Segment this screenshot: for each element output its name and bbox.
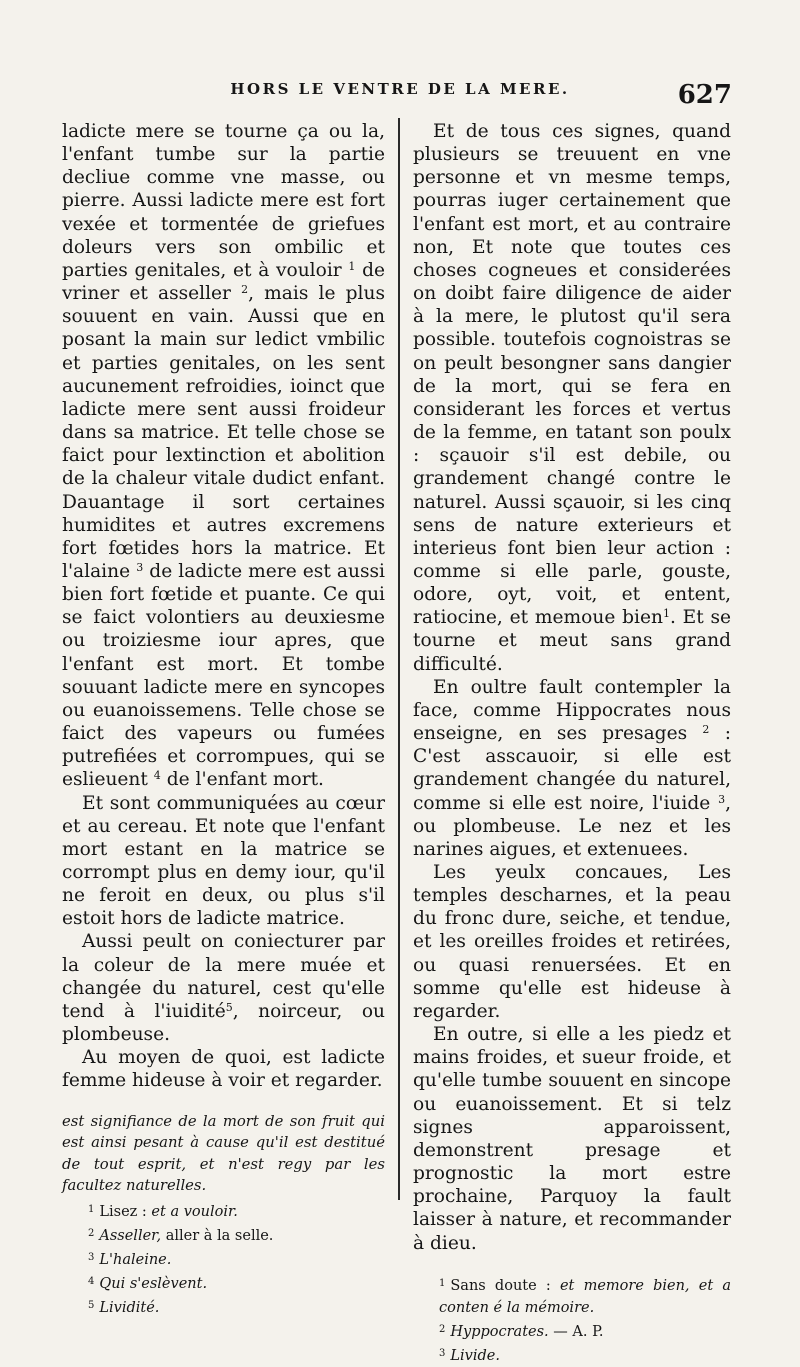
footnote-mark: 3 (88, 1251, 95, 1263)
footnote-2 (413, 1319, 731, 1343)
left-paragraph-3 (62, 930, 385, 1046)
footnote-mark: 1 (439, 1277, 446, 1289)
footnote-mark: 4 (88, 1275, 95, 1287)
footnote-ref-1: 1 (662, 607, 670, 621)
paragraph-text: . Et se tourne et meut sans grand difficulté. (413, 607, 732, 675)
right-paragraph-1 (413, 120, 731, 676)
footnote-text: aller à la selle. (161, 1227, 274, 1244)
left-paragraph-1 (62, 120, 385, 792)
page-number: 627 (677, 80, 732, 110)
footnote-ref-5: 5 (225, 1000, 233, 1014)
footnote-italic: et a vouloir. (151, 1203, 238, 1220)
footnote-3 (413, 1343, 731, 1367)
paragraph-text: Aussi peult on coniecturer par la coleur de la mere muée et changée du naturel, cest qu'elle tend à l'iuidité (62, 931, 385, 1022)
footnote-italic: Lividité. (99, 1299, 160, 1316)
paragraph-text: de vriner et asseller (62, 259, 385, 305)
footnote-text: — A. P. (548, 1323, 604, 1340)
footnote-italic: Qui s'eslèvent. (99, 1275, 208, 1292)
footnote-2 (62, 1223, 385, 1247)
running-head: HORS LE VENTRE DE LA MERE. (230, 80, 570, 98)
footnote-italic: L'haleine. (99, 1251, 172, 1268)
footnote-3 (62, 1247, 385, 1271)
left-footnotes (62, 1199, 385, 1319)
paragraph-text: de l'enfant mort. (160, 769, 324, 791)
footnote-mark: 1 (88, 1203, 95, 1215)
paragraph-text: , noirceur, ou plombeuse. (62, 1000, 385, 1046)
footnote-ref-2: 2 (702, 723, 710, 737)
footnote-4 (62, 1271, 385, 1295)
footnote-text: Lisez : (99, 1203, 152, 1220)
right-paragraph-4: En outre, si elle a les piedz et mains froides, et sueur froide, et qu'elle tumbe souuent en sincope ou euanoissement. Et si telz signes apparoissent, demonstrent presage et prognostic la mort estre prochaine, Parquoy la fault laisser à nature, et recommander à dieu. (413, 1024, 731, 1254)
footnote-mark: 3 (439, 1347, 446, 1359)
footnote-mark: 5 (88, 1299, 95, 1311)
paragraph-text: ladicte mere se tourne ça ou la, l'enfant tumbe sur la partie decliue comme vne masse, ou pierre. Aussi ladicte mere est fort vexée et tormentée de griefues doleurs vers son ombilic et parties genitales, et à vouloir (62, 121, 385, 281)
footnote-mark: 2 (439, 1323, 446, 1335)
footnote-ref-1: 1 (348, 259, 356, 273)
paragraph-text: : C'est asscauoir, si elle est grandement changée du naturel, comme si elle est noire, l'iuide (413, 723, 731, 814)
right-footnotes (413, 1273, 731, 1367)
paragraph-text: de ladicte mere est aussi bien fort fœtide et puante. Ce qui se faict volontiers au deuxiesme ou troiziesme iour apres, que l'enfant est mort. Et tombe souuant ladicte mere en syncopes ou euanoissemens. Telle chose se faict des vapeurs ou fumées putrefiées et corrompues, qui se eslieuent (62, 560, 385, 791)
right-column (413, 120, 731, 1367)
column-divider (398, 118, 400, 1200)
footnote-text: Sans doute : (450, 1277, 560, 1294)
footnote-italic: Asseller, (99, 1227, 162, 1244)
paragraph-text: En oultre fault contempler la face, comme Hippocrates nous enseigne, en ses presages (413, 676, 731, 745)
footnote-ref-4: 4 (153, 769, 161, 783)
right-paragraph-2 (413, 676, 731, 861)
footnote-ref-2: 2 (241, 283, 249, 297)
side-note: est signifiance de la mort de son fruit qui est ainsi pesant à cause qu'il est destitué de tout esprit, et n'est regy par les facultez naturelles. (62, 1112, 385, 1195)
right-paragraph-3: Les yeulx concaues, Les temples descharnes, et la peau du fronc dure, seiche, et tendue, et les oreilles froides et retirées, ou quasi renuersées. Et en somme qu'elle est hideuse à regarder. (413, 862, 731, 1022)
footnote-ref-3: 3 (136, 560, 144, 574)
footnote-italic: et memore bien, et a conten é la mémoire. (439, 1277, 731, 1316)
footnote-italic: Hyppocrates. (450, 1323, 549, 1340)
footnote-italic: Livide. (450, 1347, 500, 1364)
paragraph-text: Et de tous ces signes, quand plusieurs se treuuent en vne personne et vn mesme temps, pourras iuger certainement que l'enfant est mort, et au contraire non, Et note que toutes ces choses cogneues et considerées on doibt faire diligence de aider à la mere, le plutost qu'il sera possible. toutefois cognoistras se on peult besongner sans dangier de la mort, qui se fera en considerant les forces et vertus de la femme, en tatant son poulx : sçauoir s'il est debile, ou grandement changé contre le naturel. Aussi sçauoir, si les cinq sens de nature exterieurs et interieus font bien leur action : comme si elle parle, gouste, odore, oyt, voit, et entent, ratiocine, et memoue bien (413, 121, 731, 629)
left-paragraph-2: Et sont communiquées au cœur et au cereau. Et note que l'enfant mort estant en la matrice se corrompt plus en demy iour, qu'il ne feroit en deux, ou plus s'il estoit hors de ladicte matrice. (62, 792, 385, 930)
footnote-5 (62, 1295, 385, 1319)
footnote-1 (413, 1273, 731, 1319)
paragraph-text: , mais le plus souuent en vain. Aussi que en posant la main sur ledict vmbilic et parties genitales, on les sent aucunement refroidies, ioinct que ladicte mere sent aussi froideur dans sa matrice. Et telle chose se faict pour lextinction et abolition de la chaleur vitale dudict enfant. Dauantage il sort certaines humidites et autres excremens fort fœtides hors la matrice. Et l'alaine (62, 283, 386, 582)
footnote-mark: 2 (88, 1227, 95, 1239)
footnote-1 (62, 1199, 385, 1223)
left-column (62, 120, 385, 1319)
left-paragraph-4: Au moyen de quoi, est ladicte femme hideuse à voir et regarder. (62, 1047, 385, 1092)
paragraph-text: , ou plombeuse. Le nez et les narines aigues, et extenuees. (413, 792, 731, 860)
footnote-ref-3: 3 (718, 792, 726, 806)
